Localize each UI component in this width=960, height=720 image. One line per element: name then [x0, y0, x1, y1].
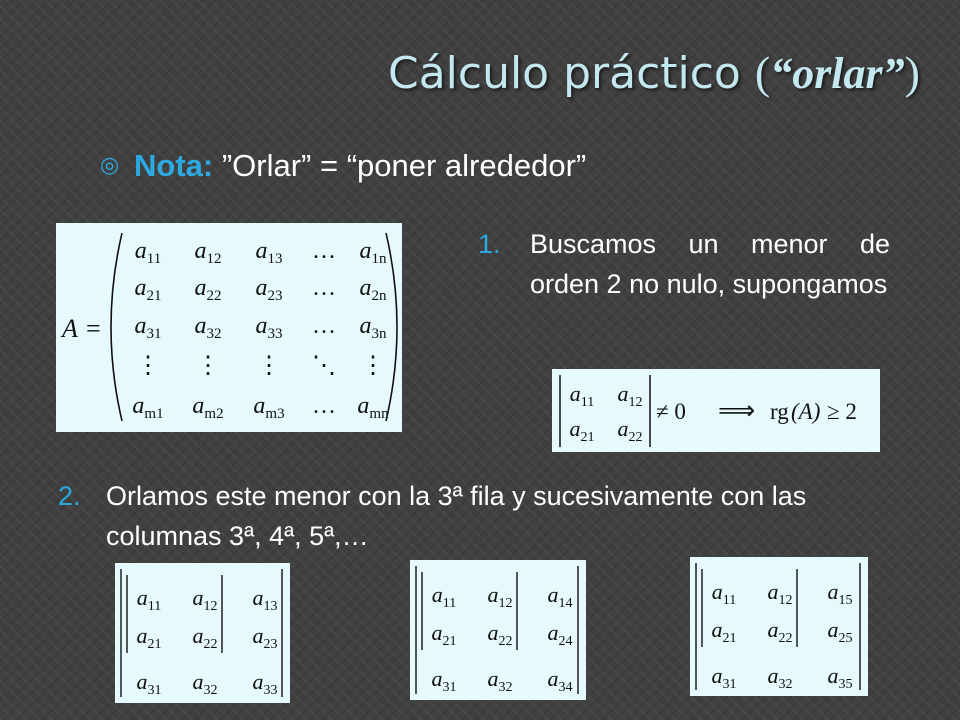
bordered-minor-entry: $a_{15}$ — [827, 579, 853, 608]
matrix-a-entry: … — [312, 313, 336, 339]
bordered-minor-entry: $a_{12}$ — [767, 579, 793, 608]
matrix-a-entry: $a_{m2}$ — [192, 393, 224, 422]
matrix-a-entry: ⋮ — [136, 353, 160, 379]
matrix-a-entry: ⋮ — [361, 353, 385, 379]
bordered-minor-entry: $a_{11}$ — [431, 582, 457, 611]
rank-argument: (A) — [791, 399, 821, 424]
bordered-minor-entry: $a_{14}$ — [547, 582, 573, 611]
bordered-minor-entry: $a_{32}$ — [487, 666, 513, 695]
step-2-text: Orlamos este menor con la 3ª fila y sucesivamente con las columnas 3ª, 4ª, 5ª,… — [106, 481, 807, 551]
title-open-paren: ( — [754, 47, 771, 98]
step-1-text: Buscamos un menor de orden 2 no nulo, supongamos — [530, 229, 890, 299]
matrix-a-entry: $a_{11}$ — [134, 238, 162, 267]
bordered-minor-entry: $a_{25}$ — [827, 617, 853, 646]
target-bullet-icon: ◎ — [100, 153, 120, 178]
minor-2x2-entry: $a_{12}$ — [617, 381, 643, 410]
matrix-a-entries — [132, 238, 389, 422]
minor-2x2-entry: $a_{21}$ — [569, 416, 595, 445]
bordered-minor-entry: $a_{31}$ — [431, 666, 457, 695]
matrix-a-entry: $a_{m3}$ — [253, 393, 285, 422]
matrix-a-entry: $a_{22}$ — [194, 275, 222, 304]
matrix-a-entry: $a_{33}$ — [255, 313, 283, 342]
bordered-minor-entry: $a_{33}$ — [252, 669, 278, 698]
bordered-minor-entry: $a_{31}$ — [711, 663, 737, 692]
bordered-minor-entry: $a_{34}$ — [547, 666, 573, 695]
matrix-a-left-paren — [111, 233, 122, 421]
bordered-minor-entry: $a_{35}$ — [827, 663, 853, 692]
matrix-a-name: A — [62, 314, 78, 343]
note-label: Nota: — [134, 148, 214, 183]
matrix-a-entry: $a_{32}$ — [194, 313, 222, 342]
bordered-minor-entry: $a_{31}$ — [136, 669, 162, 698]
bordered-minor-entry: $a_{24}$ — [547, 620, 573, 649]
matrix-a-entry: $a_{23}$ — [255, 275, 283, 304]
bordered-minor-entry: $a_{13}$ — [252, 585, 278, 614]
bordered-minor-entry: $a_{21}$ — [431, 620, 457, 649]
bordered-minor-entry: $a_{11}$ — [136, 585, 162, 614]
note-line — [100, 148, 586, 184]
bordered-minor-2-box — [410, 560, 586, 700]
bordered-minor-3-box — [690, 557, 868, 696]
matrix-a-entry: ⋮ — [196, 353, 220, 379]
step-2-number: 2. — [58, 481, 81, 511]
matrix-a-svg — [56, 223, 402, 432]
bordered-minor-entry: $a_{21}$ — [136, 623, 162, 652]
matrix-a-entry: ⋱ — [312, 353, 336, 379]
matrix-a-entry: $a_{12}$ — [194, 238, 222, 267]
bordered-minor-entry: $a_{12}$ — [487, 582, 513, 611]
minor-2x2-entry: $a_{11}$ — [569, 381, 595, 410]
note-text: ”Orlar” = “poner alrededor” — [213, 148, 587, 183]
slide-title — [388, 46, 920, 99]
matrix-a-entry: $a_{3n}$ — [359, 313, 387, 342]
matrix-a-entry: … — [312, 238, 336, 264]
minor-2x2-svg — [552, 369, 880, 452]
step-2 — [58, 476, 898, 556]
minor-relation: ≠ 0 — [656, 399, 686, 424]
title-emphasis: “orlar” — [770, 49, 905, 98]
bordered-minor-entry: $a_{22}$ — [192, 623, 218, 652]
matrix-a-entry: … — [312, 393, 336, 419]
rank-relation: ≥ 2 — [827, 399, 857, 424]
bordered-minor-entry: $a_{11}$ — [711, 579, 737, 608]
bordered-minor-3-svg — [690, 557, 868, 696]
bordered-minor-1-box — [115, 563, 290, 703]
minor-2x2-entries — [570, 381, 643, 445]
matrix-a-entry: $a_{2n}$ — [359, 275, 387, 304]
title-close-paren: ) — [904, 47, 920, 98]
matrix-a-entry: $a_{21}$ — [134, 275, 162, 304]
matrix-a-right-paren — [386, 233, 397, 421]
bordered-minor-entry: $a_{23}$ — [252, 623, 278, 652]
matrix-a-equals: = — [86, 314, 101, 343]
matrix-a-entry: $a_{1n}$ — [359, 238, 387, 267]
matrix-a-entry: … — [312, 275, 336, 301]
step-1-number: 1. — [478, 229, 501, 259]
bordered-minor-entry: $a_{32}$ — [192, 669, 218, 698]
rank-function: rg — [770, 399, 789, 424]
minor-2x2-box — [552, 369, 880, 452]
bordered-minor-entry: $a_{22}$ — [487, 620, 513, 649]
bordered-minor-2-svg — [410, 560, 586, 700]
matrix-a-entry: $a_{13}$ — [255, 238, 283, 267]
matrix-a-entry: ⋮ — [257, 353, 281, 379]
bordered-minor-entry: $a_{21}$ — [711, 617, 737, 646]
bordered-minor-1-svg — [115, 563, 290, 703]
step-1 — [478, 224, 890, 304]
matrix-a-box — [56, 223, 402, 432]
matrix-a-entry: $a_{m1}$ — [132, 393, 164, 422]
matrix-a-entry: $a_{mn}$ — [357, 393, 389, 422]
bordered-minor-entry: $a_{22}$ — [767, 617, 793, 646]
implies-arrow: ⟹ — [718, 396, 756, 425]
title-main: Cálculo práctico — [387, 48, 741, 99]
bordered-minor-entry: $a_{12}$ — [192, 585, 218, 614]
matrix-a-entry: $a_{31}$ — [134, 313, 162, 342]
minor-2x2-entry: $a_{22}$ — [617, 416, 643, 445]
bordered-minor-entry: $a_{32}$ — [767, 663, 793, 692]
